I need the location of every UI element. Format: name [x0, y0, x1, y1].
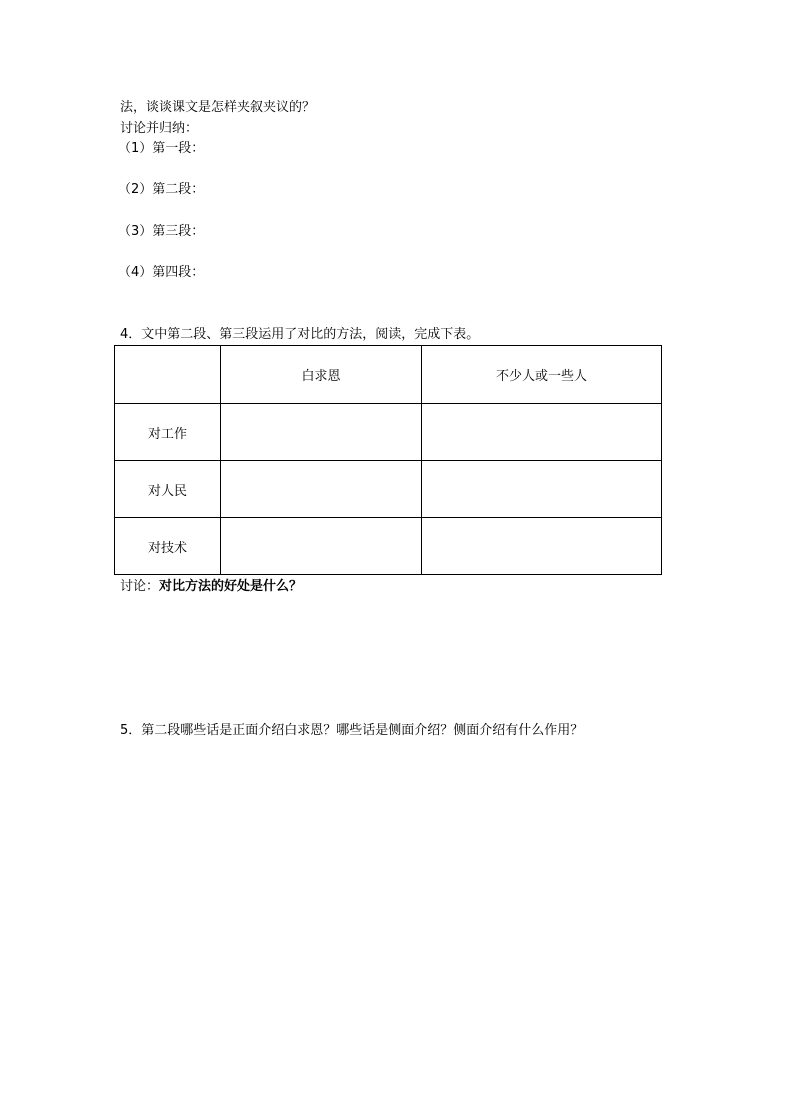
answer-cell[interactable] — [221, 461, 422, 518]
intro-line-1: 法，谈谈课文是怎样夹叙夹议的？ — [120, 100, 316, 115]
comparison-table — [114, 345, 662, 575]
table-header-cell-empty — [115, 346, 221, 404]
paragraph-item-2: （2）第二段： — [118, 182, 205, 197]
paragraph-item-4: （4）第四段： — [118, 265, 205, 280]
row-label-work: 对工作 — [115, 404, 221, 461]
row-label-technique: 对技术 — [115, 518, 221, 575]
table-row — [115, 518, 662, 575]
table-header-row — [115, 346, 662, 404]
row-label-people: 对人民 — [115, 461, 221, 518]
table-row — [115, 404, 662, 461]
answer-cell[interactable] — [422, 461, 662, 518]
answer-cell[interactable] — [221, 518, 422, 575]
paragraph-item-1: （1）第一段： — [118, 141, 205, 156]
discussion-question: 对比方法的好处是什么？ — [159, 579, 303, 594]
table-header-bethune: 白求恩 — [221, 346, 422, 404]
question-5: 5．第二段哪些话是正面介绍白求恩？哪些话是侧面介绍？侧面介绍有什么作用？ — [120, 723, 584, 738]
table-row — [115, 461, 662, 518]
answer-cell[interactable] — [422, 518, 662, 575]
answer-cell[interactable] — [422, 404, 662, 461]
paragraph-item-3: （3）第三段： — [118, 224, 205, 239]
discussion-line — [120, 579, 302, 595]
question-4: 4．文中第二段、第三段运用了对比的方法，阅读，完成下表。 — [120, 327, 480, 342]
intro-line-2: 讨论并归纳： — [120, 121, 199, 136]
table-header-others: 不少人或一些人 — [422, 346, 662, 404]
discussion-prefix: 讨论： — [120, 579, 160, 594]
answer-cell[interactable] — [221, 404, 422, 461]
